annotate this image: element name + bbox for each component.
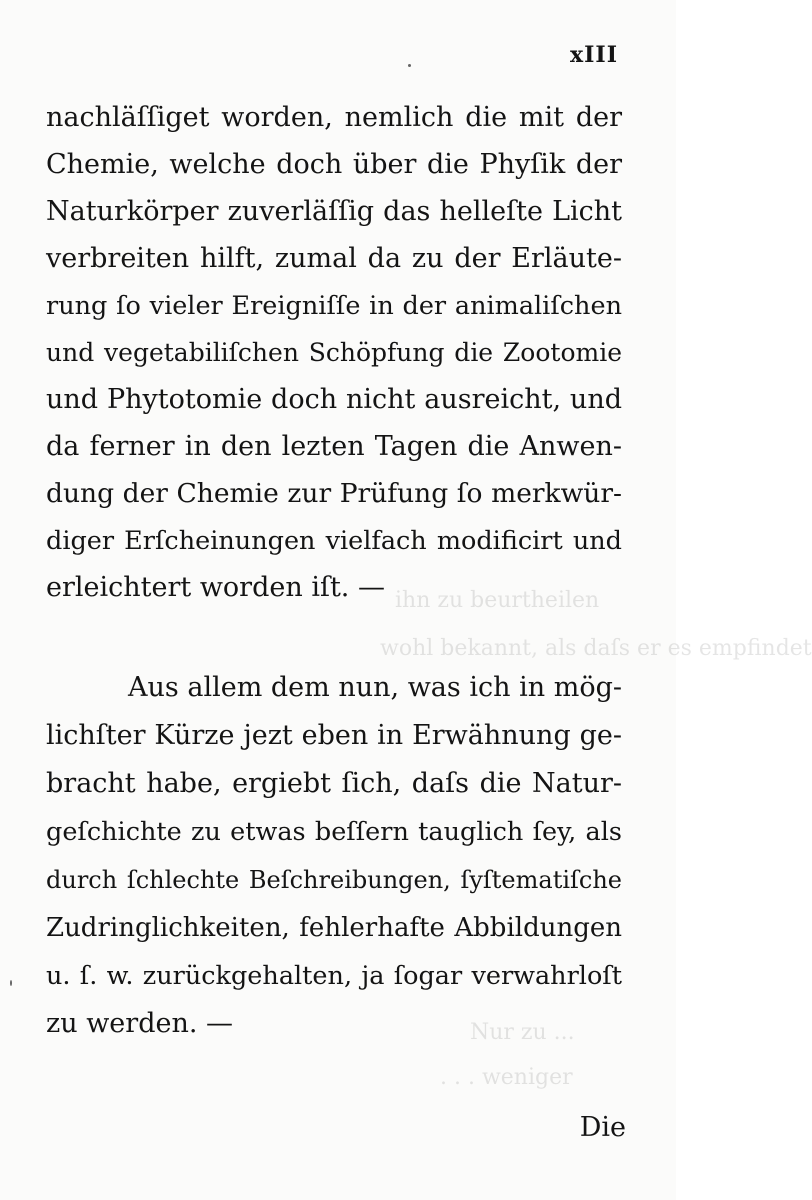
- show-through-text: wohl bekannt, als daſs er es empfindet: [380, 636, 812, 661]
- text-line: Zudringlichkeiten, fehlerhafte Abbildungen: [46, 913, 622, 943]
- text-line: bracht habe, ergiebt ſich, daſs die Natur-: [46, 768, 622, 799]
- text-line: Naturkörper zuverläſſig das helleſte Licht: [46, 196, 622, 227]
- text-line: rung ſo vieler Ereigniſſe in der animaliſchen: [46, 291, 622, 321]
- text-line: Chemie, welche doch über die Phyſik der: [46, 149, 622, 180]
- text-line: diger Erſcheinungen vielfach modificirt und: [46, 526, 622, 556]
- text-line: erleichtert worden iſt. —: [46, 572, 385, 603]
- page-number: xIII: [570, 42, 618, 68]
- text-line: verbreiten hilft, zumal da zu der Erläute-: [46, 243, 622, 274]
- catchword: Die: [579, 1112, 626, 1143]
- show-through-text: Nur zu ...: [470, 1020, 575, 1045]
- text-line: geſchichte zu etwas beſſern tauglich ſey, als: [46, 817, 622, 847]
- text-line: Aus allem dem nun, was ich in mög-: [128, 672, 622, 703]
- text-line: da ferner in den lezten Tagen die Anwen-: [46, 431, 622, 462]
- text-line: und Phytotomie doch nicht ausreicht, und: [46, 384, 622, 415]
- text-line: dung der Chemie zur Prüfung ſo merkwür-: [46, 478, 622, 509]
- text-line: nachläſſiget worden, nemlich die mit der: [46, 102, 622, 133]
- print-speck: [10, 980, 12, 986]
- text-line: lichſter Kürze jezt eben in Erwähnung ge-: [46, 720, 622, 751]
- print-speck: [408, 64, 411, 67]
- show-through-text: . . . weniger: [440, 1065, 573, 1090]
- text-line: u. ſ. w. zurückgehalten, ja ſogar verwahrloſt: [46, 961, 622, 991]
- show-through-text: ihn zu beurtheilen: [395, 588, 600, 613]
- text-line: zu werden. —: [46, 1008, 234, 1039]
- text-line: durch ſchlechte Beſchreibungen, ſyſtematiſche: [46, 866, 622, 894]
- text-line: und vegetabiliſchen Schöpfung die Zootomie: [46, 338, 622, 367]
